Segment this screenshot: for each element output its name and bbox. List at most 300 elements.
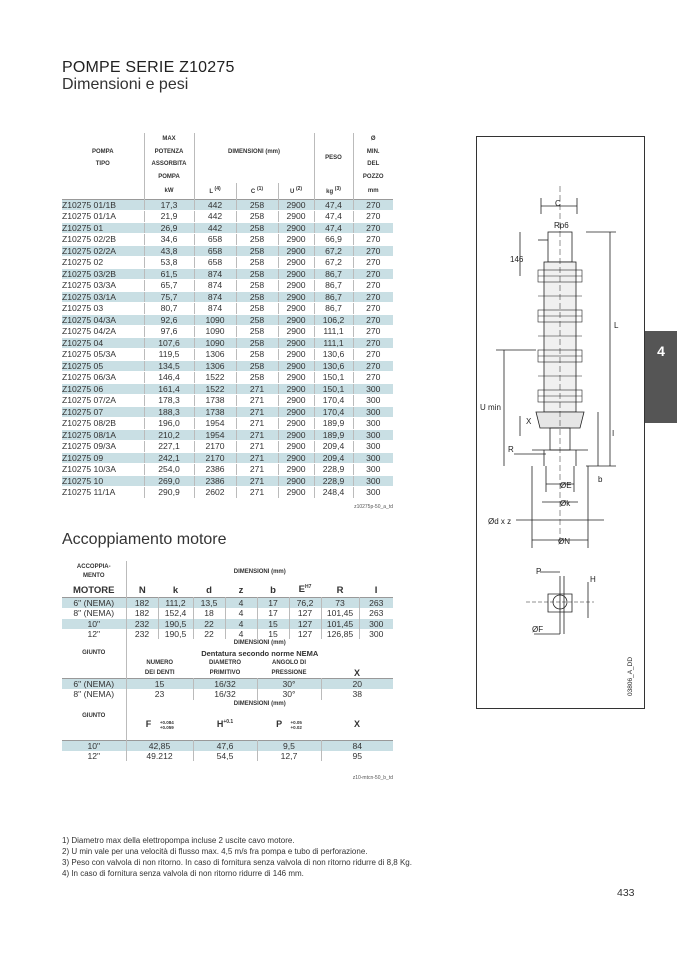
pump-cell: 1954: [194, 429, 236, 441]
pump-cell: 17,3: [144, 199, 194, 211]
page-number: 433: [617, 887, 635, 899]
label-C: C: [555, 199, 561, 208]
joint2-cell: 54,5: [193, 751, 257, 761]
pump-cell: 300: [353, 418, 393, 430]
header-min-line4: POZZO: [353, 171, 393, 184]
label-H: H: [590, 575, 596, 584]
pump-cell: 271: [236, 383, 278, 395]
pump-cell: 300: [353, 395, 393, 407]
pump-row: [62, 395, 393, 407]
motor-cell: 12": [87, 628, 101, 639]
pump-cell: 1090: [194, 337, 236, 349]
pump-cell: 1738: [194, 395, 236, 407]
pump-cell: 258: [236, 326, 278, 338]
pump-cell: 2386: [194, 475, 236, 487]
header-mm: mm: [353, 183, 393, 199]
pump-cell: Z10275 06: [62, 383, 144, 395]
pump-cell: 189,9: [314, 418, 353, 430]
pump-cell: 874: [194, 291, 236, 303]
pump-cell: 270: [353, 280, 393, 292]
header-L: L $^{(4)}$: [194, 183, 236, 199]
pump-cell: 258: [236, 268, 278, 280]
pump-cell: 209,4: [314, 452, 353, 464]
joint-cell: 8" (NEMA): [73, 689, 115, 700]
pump-cell: 874: [194, 268, 236, 280]
pump-cell: 2900: [278, 464, 314, 476]
header-kg: kg $^{(3)}$: [314, 183, 353, 199]
pump-cell: 43,8: [144, 245, 194, 257]
pump-cell: 53,8: [144, 257, 194, 269]
pump-cell: 290,9: [144, 487, 194, 499]
pump-cell: 146,4: [144, 372, 194, 384]
motor-cell: 190,5: [158, 629, 193, 639]
pump-cell: 228,9: [314, 464, 353, 476]
pump-cell: 228,9: [314, 475, 353, 487]
pump-cell: 1522: [194, 383, 236, 395]
pump-cell: Z10275 03/2B: [62, 268, 144, 280]
pump-cell: 2900: [278, 222, 314, 234]
pump-row: [62, 257, 393, 269]
pump-row: [62, 418, 393, 430]
pump-cell: 1306: [194, 360, 236, 372]
pump-row: [62, 326, 393, 338]
pump-row: [62, 245, 393, 257]
letter-d: d: [206, 584, 212, 596]
pump-cell: 300: [353, 452, 393, 464]
motor-cell: 4: [225, 598, 257, 609]
pump-cell: 270: [353, 257, 393, 269]
pump-cell: Z10275 04: [62, 337, 144, 349]
pump-row: [62, 222, 393, 234]
motor-cell: 22: [193, 619, 225, 629]
header-max-line1: MAX: [144, 133, 194, 146]
motor-cell: 76,2: [289, 598, 321, 609]
header-primitivo: PRIMITIVO: [209, 669, 241, 676]
pump-cell: 119,5: [144, 349, 194, 361]
label-k: Øk: [560, 499, 571, 508]
pump-cell: 2900: [278, 314, 314, 326]
motor-row: [62, 608, 393, 618]
pump-cell: 242,1: [144, 452, 194, 464]
pump-cell: 66,9: [314, 234, 353, 246]
pump-cell: 2900: [278, 429, 314, 441]
header-dei-denti: DEI DENTI: [126, 668, 193, 679]
pump-cell: Z10275 10/3A: [62, 464, 144, 476]
pump-cell: 2900: [278, 406, 314, 418]
pump-cell: 97,6: [144, 326, 194, 338]
pump-cell: 258: [236, 211, 278, 223]
motor-cell: 15: [257, 629, 289, 639]
pump-cell: 2900: [278, 257, 314, 269]
header-pressione: PRESSIONE: [271, 669, 307, 676]
pump-cell: 270: [353, 360, 393, 372]
joint2-cell: 49.212: [126, 751, 193, 761]
label-X: X: [526, 417, 532, 426]
header-coupling-dimensioni: DIMENSIONI (mm): [126, 561, 393, 583]
motor-cell: 263: [359, 598, 393, 609]
pump-cell: 2900: [278, 360, 314, 372]
footnote-2: 2) U min vale per una velocità di flusso max. 4,5 m/s fra pompa e tubo di perforazione.: [62, 847, 368, 856]
pump-cell: 196,0: [144, 418, 194, 430]
letter-R: R: [336, 584, 344, 596]
pump-cell: 658: [194, 245, 236, 257]
pump-cell: 258: [236, 303, 278, 315]
motor-cell: 182: [126, 598, 158, 609]
pump-cell: 270: [353, 303, 393, 315]
pump-cell: 300: [353, 383, 393, 395]
pump-cell: Z10275 05: [62, 360, 144, 372]
pump-cell: 300: [353, 487, 393, 499]
motor-cell: 232: [126, 629, 158, 639]
joint2-cell: 9,5: [257, 740, 321, 751]
pump-cell: 270: [353, 199, 393, 211]
motor-cell: 111,2: [158, 598, 193, 609]
motor-cell: 17: [257, 608, 289, 618]
pump-row: [62, 337, 393, 349]
pump-row: [62, 372, 393, 384]
label-drawing-code: 03806_A_DD: [627, 656, 634, 696]
footnote-3: 3) Peso con valvola di non ritorno. In caso di fornitura senza valvola di non ritorno ridurre di 8,8 Kg.: [62, 858, 412, 867]
pump-cell: 442: [194, 211, 236, 223]
motor-cell: 4: [225, 619, 257, 629]
pump-row: [62, 464, 393, 476]
pump-cell: 65,7: [144, 280, 194, 292]
motor-cell: 18: [193, 608, 225, 618]
motor-row: [62, 629, 393, 639]
pump-row: [62, 429, 393, 441]
pump-cell: 300: [353, 464, 393, 476]
motor-cell: 127: [289, 608, 321, 618]
pump-cell: Z10275 02/2A: [62, 245, 144, 257]
pump-cell: 254,0: [144, 464, 194, 476]
motor-cell: 8" (NEMA): [73, 608, 115, 619]
pump-cell: 300: [353, 406, 393, 418]
pump-cell: 86,7: [314, 291, 353, 303]
pump-row: [62, 199, 393, 211]
pump-cell: Z10275 04/3A: [62, 314, 144, 326]
pump-cell: Z10275 03: [62, 303, 144, 315]
pump-cell: 2900: [278, 326, 314, 338]
pump-cell: 258: [236, 349, 278, 361]
pump-cell: 271: [236, 406, 278, 418]
label-N: ØN: [558, 537, 570, 546]
pump-cell: 2900: [278, 199, 314, 211]
label-rp6: Rp6: [554, 221, 569, 230]
pump-cell: 300: [353, 441, 393, 453]
pump-cell: 107,6: [144, 337, 194, 349]
pump-cell: 161,4: [144, 383, 194, 395]
pump-cell: 34,6: [144, 234, 194, 246]
coupling-table: [62, 561, 393, 761]
pump-cell: Z10275 09: [62, 452, 144, 464]
pump-cell: 270: [353, 326, 393, 338]
pump-cell: 106,2: [314, 314, 353, 326]
header-P: P +0.05 +0.02: [276, 718, 302, 730]
pump-cell: Z10275 08/1A: [62, 429, 144, 441]
pump-cell: 258: [236, 360, 278, 372]
pump-cell: 271: [236, 418, 278, 430]
motor-cell: 101,45: [321, 619, 359, 629]
pump-cell: 2170: [194, 452, 236, 464]
header-C: C $^{(1)}$: [236, 183, 278, 199]
pump-cell: 271: [236, 475, 278, 487]
pump-cell: Z10275 01/1A: [62, 211, 144, 223]
pump-cell: 270: [353, 268, 393, 280]
pump-cell: 1954: [194, 418, 236, 430]
letter-k: k: [172, 584, 179, 596]
pump-row: [62, 475, 393, 487]
pump-cell: 1090: [194, 314, 236, 326]
pump-cell: 271: [236, 429, 278, 441]
pump-cell: 270: [353, 314, 393, 326]
motor-cell: 127: [289, 619, 321, 629]
pump-row: [62, 349, 393, 361]
pump-cell: 258: [236, 337, 278, 349]
pump-cell: 442: [194, 222, 236, 234]
joint-cell: 30°: [257, 689, 321, 699]
pump-cell: 258: [236, 199, 278, 211]
motor-cell: 4: [225, 629, 257, 639]
pump-cell: Z10275 01/1B: [62, 199, 144, 211]
motor-cell: 101,45: [321, 608, 359, 618]
pump-cell: 258: [236, 257, 278, 269]
header-dimensioni: DIMENSIONI (mm): [194, 146, 314, 159]
pump-cell: 248,4: [314, 487, 353, 499]
pump-cell: Z10275 02: [62, 257, 144, 269]
pump-cell: 130,6: [314, 360, 353, 372]
pump-cell: 2386: [194, 464, 236, 476]
pump-cell: 270: [353, 234, 393, 246]
pump-technical-drawing: [476, 136, 645, 709]
joint2-cell: 12": [87, 751, 101, 762]
pump-cell: 2900: [278, 337, 314, 349]
letter-N: N: [126, 583, 158, 598]
header-max-line3: ASSORBITA: [144, 158, 194, 171]
motor-cell: 4: [225, 608, 257, 618]
label-b: b: [598, 475, 603, 484]
label-E: ØE: [560, 481, 572, 490]
joint2-cell: 47,6: [193, 740, 257, 751]
pump-cell: 80,7: [144, 303, 194, 315]
pump-row: [62, 268, 393, 280]
pump-cell: 111,1: [314, 326, 353, 338]
joint2-row: [62, 740, 393, 751]
pump-row: [62, 291, 393, 303]
page-subtitle: Dimensioni e pesi: [62, 76, 189, 93]
header-accoppiamento: ACCOPPIA- MENTO: [76, 564, 111, 579]
pump-cell: 86,7: [314, 303, 353, 315]
pump-cell: 2900: [278, 349, 314, 361]
motor-cell: 10": [62, 619, 126, 629]
pump-cell: 271: [236, 441, 278, 453]
header-motore: MOTORE: [72, 584, 115, 596]
pump-cell: Z10275 10: [62, 475, 144, 487]
pump-cell: 271: [236, 452, 278, 464]
motor-cell: 15: [257, 619, 289, 629]
header-peso: PESO: [314, 146, 353, 171]
header-X-2: X: [354, 719, 361, 730]
pump-cell: 270: [353, 245, 393, 257]
pump-cell: 67,2: [314, 245, 353, 257]
pump-cell: 270: [353, 222, 393, 234]
pump-row: [62, 360, 393, 372]
joint-cell: 15: [126, 679, 193, 690]
header-joint-dimensioni: DIMENSIONI (mm): [126, 639, 393, 648]
motor-cell: 300: [359, 629, 393, 639]
page-title: POMPE SERIE Z10275: [62, 59, 235, 76]
pump-cell: 258: [236, 291, 278, 303]
motor-cell: 127: [289, 629, 321, 639]
pump-cell: 47,4: [314, 222, 353, 234]
pump-row: [62, 383, 393, 395]
pump-cell: 47,4: [314, 211, 353, 223]
pump-row: [62, 487, 393, 499]
table-note: z10275p-50_a_td: [354, 504, 393, 510]
pump-cell: Z10275 01: [62, 222, 144, 234]
joint-cell: 6" (NEMA): [62, 679, 126, 690]
joint-cell: 20: [321, 679, 393, 690]
header-min-line2: MIN.: [353, 146, 393, 159]
label-146: 146: [510, 255, 524, 264]
label-P: P: [536, 567, 542, 576]
joint2-cell: 42,85: [126, 740, 193, 751]
letter-b: b: [270, 584, 276, 596]
pump-cell: 300: [353, 475, 393, 487]
pump-cell: Z10275 05/3A: [62, 349, 144, 361]
label-F: ØF: [532, 625, 544, 634]
pump-cell: 2900: [278, 383, 314, 395]
header-H: $H^{+0.1}$: [216, 719, 234, 730]
pump-cell: 111,1: [314, 337, 353, 349]
joint-row: [62, 689, 393, 699]
label-I: I: [612, 429, 615, 438]
pump-cell: 2900: [278, 452, 314, 464]
pump-cell: 150,1: [314, 372, 353, 384]
pump-cell: 874: [194, 303, 236, 315]
motor-cell: 126,85: [321, 629, 359, 639]
pump-cell: 210,2: [144, 429, 194, 441]
pump-cell: 658: [194, 234, 236, 246]
joint2-cell: 10": [62, 740, 126, 751]
pump-cell: 258: [236, 372, 278, 384]
header-giunto: GIUNTO: [82, 650, 106, 657]
header-angolo: ANGOLO DI: [272, 660, 306, 667]
pump-cell: 658: [194, 257, 236, 269]
joint-cell: 30°: [257, 679, 321, 690]
pump-cell: 270: [353, 211, 393, 223]
pump-cell: 188,3: [144, 406, 194, 418]
motor-cell: 73: [321, 598, 359, 609]
pump-cell: 209,4: [314, 441, 353, 453]
pump-cell: 2900: [278, 234, 314, 246]
pump-cell: 1522: [194, 372, 236, 384]
pump-cell: 270: [353, 349, 393, 361]
motor-cell: 152,4: [158, 608, 193, 618]
pump-cell: 271: [236, 487, 278, 499]
dimensions-table: [62, 133, 393, 499]
pump-cell: 150,1: [314, 383, 353, 395]
pump-row: [62, 406, 393, 418]
pump-row: [62, 314, 393, 326]
section-tab-label: 4: [657, 343, 665, 359]
pump-cell: 2900: [278, 245, 314, 257]
pump-cell: 61,5: [144, 268, 194, 280]
pump-cell: 170,4: [314, 395, 353, 407]
header-tipo: TIPO: [95, 161, 110, 167]
pump-row: [62, 303, 393, 315]
pump-cell: 86,7: [314, 280, 353, 292]
joint-cell: 23: [126, 689, 193, 699]
joint-cell: 38: [321, 689, 393, 699]
motor-cell: 190,5: [158, 619, 193, 629]
pump-cell: 271: [236, 464, 278, 476]
header-numero: NUMERO: [126, 659, 193, 668]
pump-cell: 271: [236, 395, 278, 407]
pump-cell: 134,5: [144, 360, 194, 372]
coupling-note: z10-mtcn-50_b_td: [352, 775, 393, 781]
pump-cell: 270: [353, 337, 393, 349]
pump-cell: 170,4: [314, 406, 353, 418]
pump-cell: Z10275 08/2B: [62, 418, 144, 430]
label-umin: U min: [480, 403, 501, 412]
pump-cell: Z10275 07: [62, 406, 144, 418]
motor-cell: 6" (NEMA): [62, 598, 126, 609]
pump-cell: 75,7: [144, 291, 194, 303]
pump-cell: 1306: [194, 349, 236, 361]
joint2-row: [62, 751, 393, 761]
footnote-4: 4) In caso di fornitura senza valvola di non ritorno ridurre di 146 mm.: [62, 869, 304, 878]
pump-cell: Z10275 03/1A: [62, 291, 144, 303]
pump-cell: 1090: [194, 326, 236, 338]
pump-cell: 67,2: [314, 257, 353, 269]
pump-cell: 130,6: [314, 349, 353, 361]
pump-cell: 874: [194, 280, 236, 292]
pump-cell: Z10275 07/2A: [62, 395, 144, 407]
pump-cell: 21,9: [144, 211, 194, 223]
pump-row: [62, 452, 393, 464]
pump-cell: Z10275 02/2B: [62, 234, 144, 246]
pump-cell: 92,6: [144, 314, 194, 326]
motor-cell: 300: [359, 619, 393, 629]
pump-cell: Z10275 09/3A: [62, 441, 144, 453]
joint-cell: 16/32: [193, 679, 257, 690]
pump-cell: 178,3: [144, 395, 194, 407]
footnote-1: 1) Diametro max della elettropompa incluse 2 uscite cavo motore.: [62, 836, 295, 845]
pump-row: [62, 441, 393, 453]
pump-cell: 2900: [278, 475, 314, 487]
motor-cell: 17: [257, 598, 289, 609]
pump-cell: 2900: [278, 441, 314, 453]
pump-cell: 47,4: [314, 199, 353, 211]
section-title-coupling: Accoppiamento motore: [62, 531, 227, 548]
pump-cell: 258: [236, 280, 278, 292]
pump-cell: 258: [236, 245, 278, 257]
pump-cell: 189,9: [314, 429, 353, 441]
motor-row: [62, 598, 393, 609]
pump-row: [62, 280, 393, 292]
letter-I: I: [374, 584, 378, 596]
pump-cell: Z10275 11/1A: [62, 487, 144, 499]
pump-cell: 227,1: [144, 441, 194, 453]
pump-cell: 269,0: [144, 475, 194, 487]
header-kw: kW: [144, 183, 194, 199]
motor-cell: 13,5: [193, 598, 225, 609]
motor-row: [62, 619, 393, 629]
header-dentatura: Dentatura secondo norme NEMA: [126, 648, 393, 659]
pump-row: [62, 211, 393, 223]
header-diametro: DIAMETRO: [209, 660, 241, 667]
header-F: F +0.084 +0.059: [126, 709, 193, 741]
